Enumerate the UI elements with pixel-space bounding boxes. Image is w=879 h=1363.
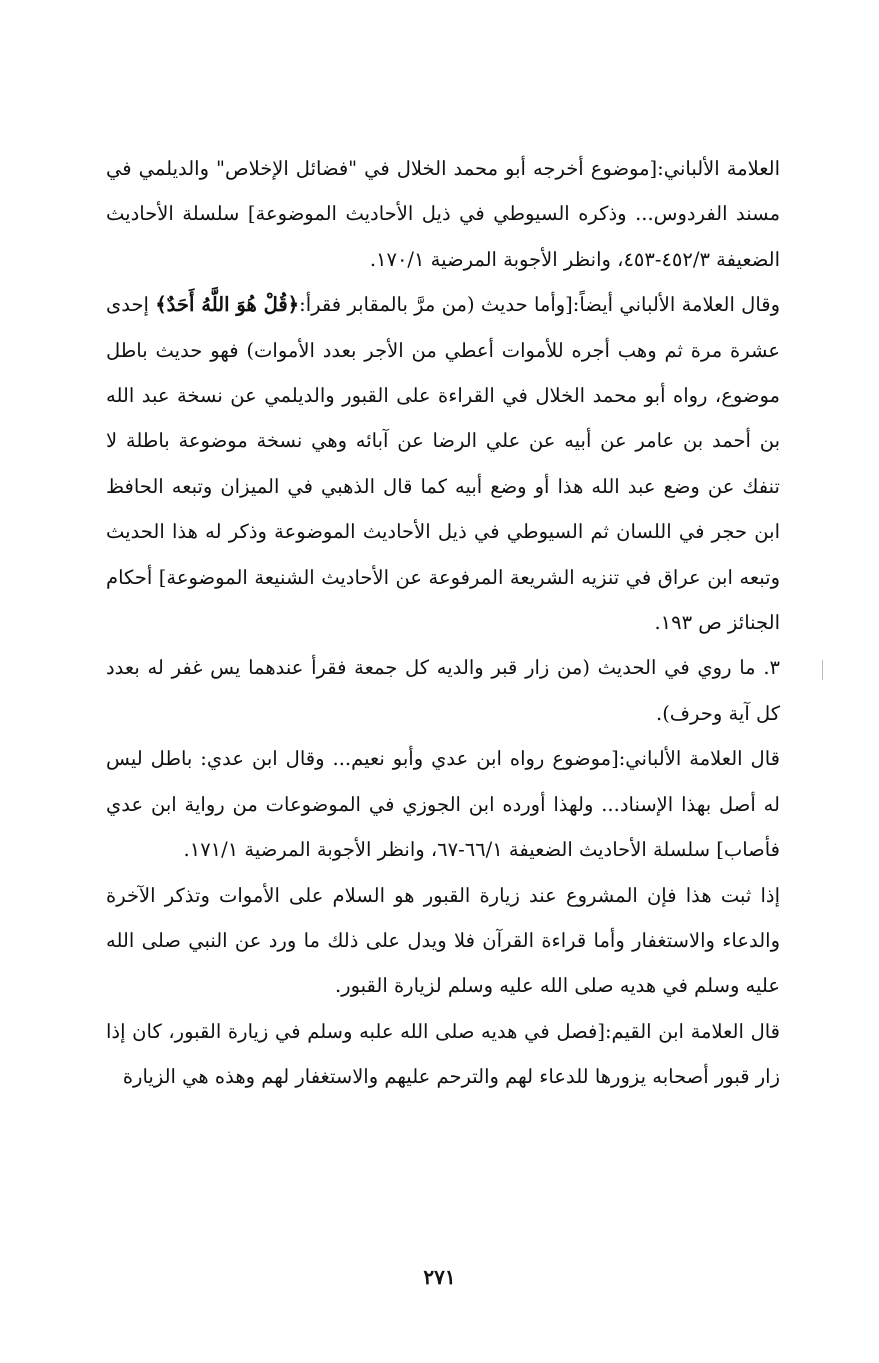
line: سلسلة الأحاديث الضعيفة ٤٥٢/٣-٤٥٣، وانظر الأجوبة المرضية ١٧٠/١. — [106, 202, 780, 271]
paragraph-conclusion: إذا ثبت هذا فإن المشروع عند زيارة القبور هو السلام على الأموات وتذكر الآخرة والدعاء والاستغفار وأما قراءة القرآن فلا ويدل على ذلك ما ورد عن النبي صلى الله عليه وسلم في هديه صلى الله عليه وسلم لزيارة القبور. — [106, 883, 780, 998]
paragraph-item-3: ٣. ما روي في الحديث (من زار قبر والديه كل جمعة فقرأ عندهما يس غفر له بعدد كل آية وحرف). — [106, 656, 780, 725]
line: العلامة الألباني:[موضوع أخرجه أبو محمد الخلال في "فضائل الإخلاص" والديلمي — [138, 157, 780, 180]
paragraph-text-post: إحدى عشرة مرة ثم وهب أجره للأموات أعطي من الأجر بعدد الأموات) فهو حديث باطل موضوع، رواه أبو محمد الخلال في القراءة على القبور والديلمي عن نسخة عبد الله بن أحمد بن عامر عن أبيه عن علي الرضا عن آبائه وهي نسخة موضوعة باطلة لا تنفك عن وضع عبد الله هذا أو وضع أبيه كما قال الذهبي في الميزان وتبعه الحافظ ابن حجر في اللسان ثم السيوطي في ذيل الأحاديث الموضوعة وذكر له هذا الحديث وتبعه ابن عراق في تنزيه الشريعة المرفوعة عن الأحاديث الشنيعة الموضوعة] أحكام الجنائز ص ١٩٣. — [106, 293, 780, 635]
line: في مسند الفردوس... وذكره السيوطي في ذيل الأحاديث الموضوعة] — [106, 157, 781, 226]
paragraph-ibn-qayyim-quote: قال العلامة ابن القيم:[فصل في هديه صلى الله علبه وسلم في زيارة القبور، كان إذا زار قبور أصحابه يزورها للدعاء لهم والترحم عليهم والاستغفار لهم وهذه هي الزيارة — [106, 1019, 780, 1089]
page-number: ٢٧١ — [423, 1265, 456, 1289]
paragraph-text-pre: وقال العلامة الألباني أيضاً:[وأما حديث (من مرَّ بالمقابر فقرأ: — [299, 293, 781, 317]
paragraph-albani-quote-3: قال العلامة الألباني:[موضوع رواه ابن عدي وأبو نعيم... وقال ابن عدي: باطل ليس له أصل بهذا الإسناد... ولهذا أورده ابن الجوزي في الموضوعات من رواية ابن عدي فأصاب] سلسلة الأحاديث الضعيفة ٦٦/١-٦٧، وانظر الأجوبة المرضية ١٧١/١. — [106, 747, 780, 862]
margin-mark — [822, 660, 823, 680]
body-text — [106, 146, 780, 1100]
paragraph-albani-quote-2 — [106, 282, 780, 645]
quran-verse: ﴿قُلْ هُوَ اللَّهُ أَحَدٌ﴾ — [155, 293, 300, 317]
paragraph-albani-quote-1 — [106, 146, 780, 282]
